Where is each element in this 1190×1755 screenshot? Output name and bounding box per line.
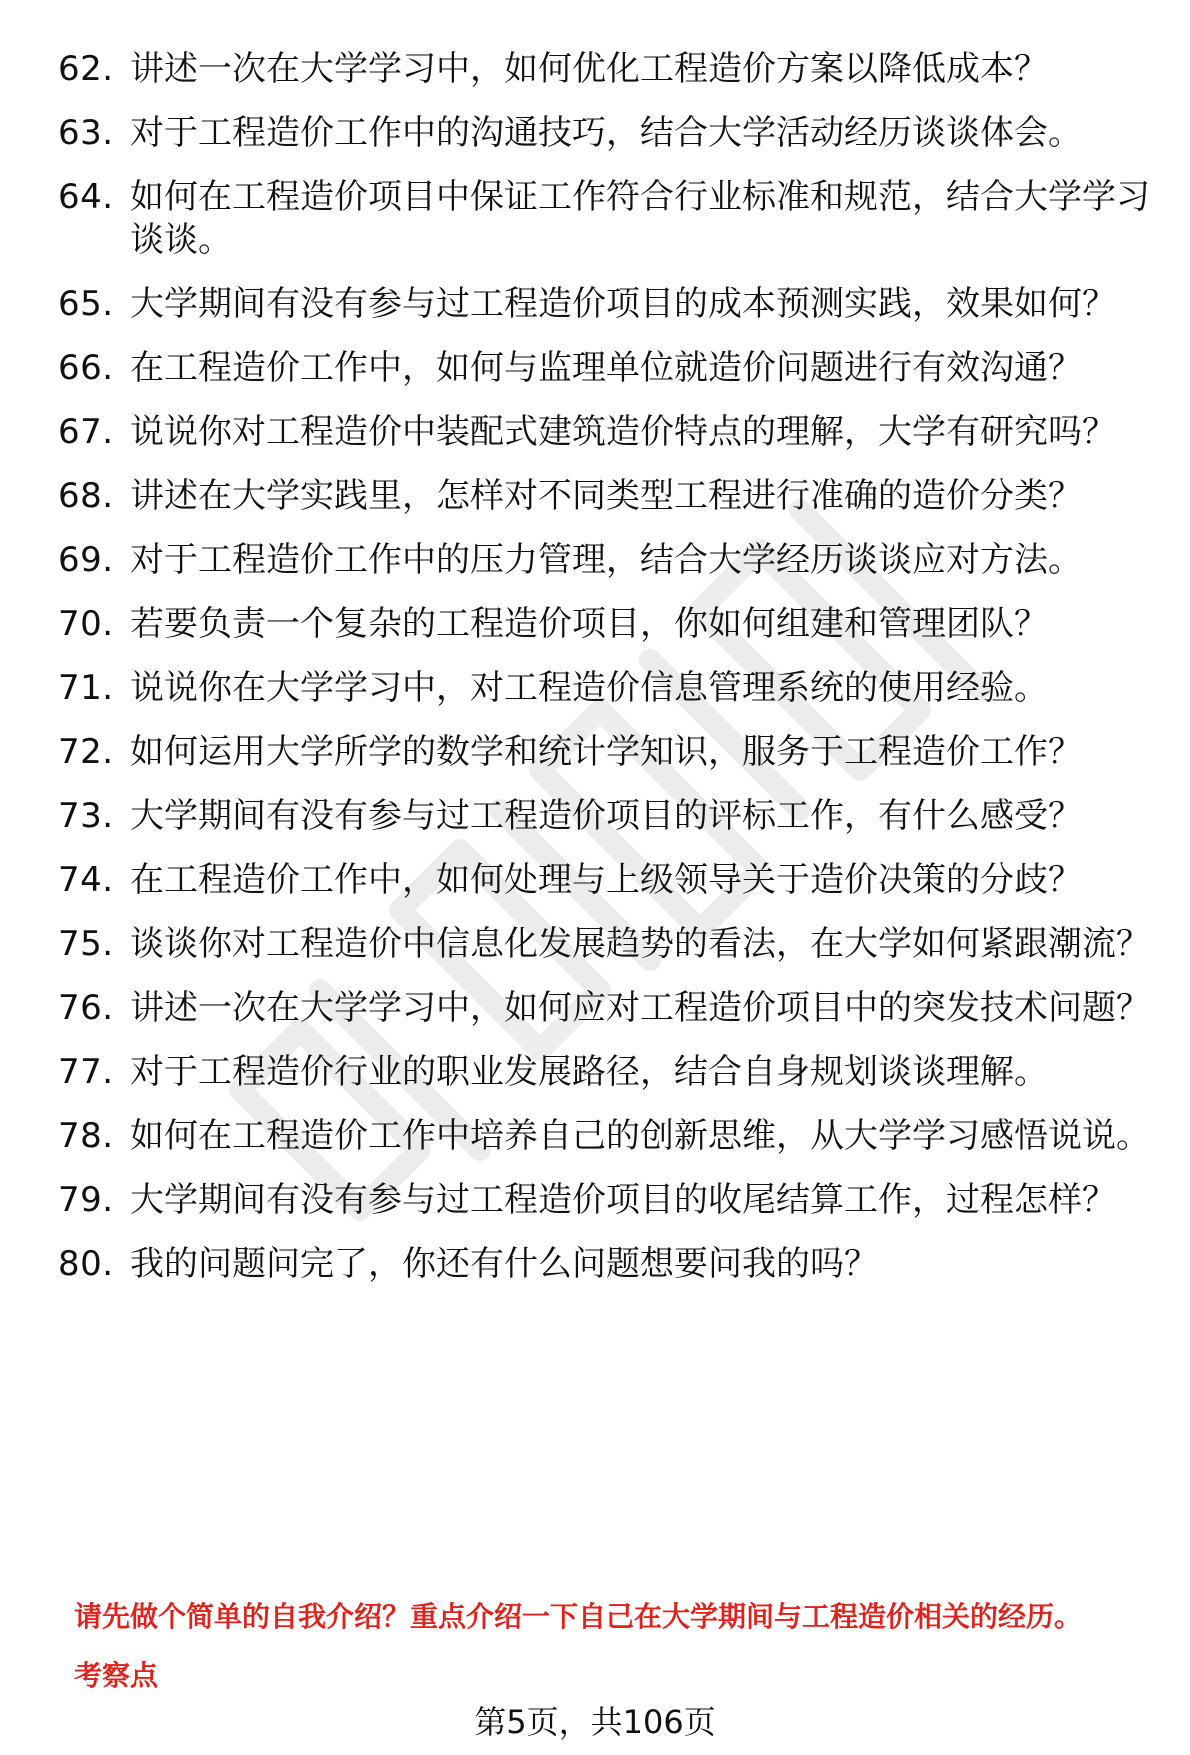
question-number: 64.: [58, 177, 114, 217]
question-number: 76.: [58, 988, 114, 1028]
question-text: 讲述在大学实践里，怎样对不同类型工程进行准确的造价分类？: [130, 476, 1082, 516]
list-item: [0, 411, 1190, 454]
list-item: [0, 859, 1190, 902]
list-item: [0, 1243, 1190, 1286]
list-item: [0, 987, 1190, 1030]
question-list: [0, 48, 1190, 1307]
question-text: 如何在工程造价工作中培养自己的创新思维，从大学学习感悟说说。: [130, 1116, 1150, 1156]
question-number: 73.: [58, 796, 114, 836]
question-text: 大学期间有没有参与过工程造价项目的收尾结算工作，过程怎样？: [130, 1180, 1116, 1220]
list-item: [0, 1051, 1190, 1094]
question-text: 对于工程造价工作中的沟通技巧，结合大学活动经历谈谈体会。: [130, 113, 1082, 153]
list-item: [0, 667, 1190, 710]
question-number: 68.: [58, 476, 114, 516]
list-item: [0, 475, 1190, 518]
question-number: 70.: [58, 604, 114, 644]
question-text: 大学期间有没有参与过工程造价项目的成本预测实践，效果如何？: [130, 284, 1116, 324]
list-item: [0, 176, 1190, 262]
question-number: 67.: [58, 412, 114, 452]
question-text: 对于工程造价工作中的压力管理，结合大学经历谈谈应对方法。: [130, 540, 1082, 580]
question-text: 如何运用大学所学的数学和统计学知识，服务于工程造价工作？: [130, 732, 1082, 772]
list-item: [0, 283, 1190, 326]
list-item: [0, 112, 1190, 155]
question-text: 如何在工程造价项目中保证工作符合行业标准和规范，结合大学学习谈谈。: [130, 177, 1150, 260]
list-item: [0, 347, 1190, 390]
question-text: 我的问题问完了，你还有什么问题想要问我的吗？: [130, 1244, 878, 1284]
question-number: 72.: [58, 732, 114, 772]
question-text: 讲述一次在大学学习中，如何应对工程造价项目中的突发技术问题？: [130, 988, 1150, 1028]
question-text: 在工程造价工作中，如何与监理单位就造价问题进行有效沟通？: [130, 348, 1082, 388]
list-item: [0, 795, 1190, 838]
question-number: 69.: [58, 540, 114, 580]
question-text: 大学期间有没有参与过工程造价项目的评标工作，有什么感受？: [130, 796, 1082, 836]
question-text: 说说你在大学学习中，对工程造价信息管理系统的使用经验。: [130, 668, 1048, 708]
question-number: 71.: [58, 668, 114, 708]
question-number: 80.: [58, 1244, 114, 1284]
question-text: 在工程造价工作中，如何处理与上级领导关于造价决策的分歧？: [130, 860, 1082, 900]
question-number: 74.: [58, 860, 114, 900]
question-number: 79.: [58, 1180, 114, 1220]
list-item: [0, 603, 1190, 646]
question-text: 对于工程造价行业的职业发展路径，结合自身规划谈谈理解。: [130, 1052, 1048, 1092]
question-number: 77.: [58, 1052, 114, 1092]
question-text: 谈谈你对工程造价中信息化发展趋势的看法，在大学如何紧跟潮流？: [130, 924, 1150, 964]
question-text: 说说你对工程造价中装配式建筑造价特点的理解，大学有研究吗？: [130, 412, 1116, 452]
list-item: [0, 731, 1190, 774]
question-number: 75.: [58, 924, 114, 964]
question-text: 若要负责一个复杂的工程造价项目，你如何组建和管理团队？: [130, 604, 1048, 644]
question-text: 讲述一次在大学学习中，如何优化工程造价方案以降低成本？: [130, 49, 1048, 89]
section-label: 考察点: [74, 1659, 159, 1692]
list-item: [0, 1115, 1190, 1158]
question-number: 78.: [58, 1116, 114, 1156]
question-number: 63.: [58, 113, 114, 153]
question-number: 62.: [58, 49, 114, 89]
list-item: [0, 1179, 1190, 1222]
section-heading: 请先做个简单的自我介绍？重点介绍一下自己在大学期间与工程造价相关的经历。: [74, 1600, 1083, 1633]
question-number: 66.: [58, 348, 114, 388]
list-item: [0, 48, 1190, 91]
question-number: 65.: [58, 284, 114, 324]
page-number: 第5页，共106页: [474, 1703, 716, 1741]
list-item: [0, 539, 1190, 582]
list-item: [0, 923, 1190, 966]
